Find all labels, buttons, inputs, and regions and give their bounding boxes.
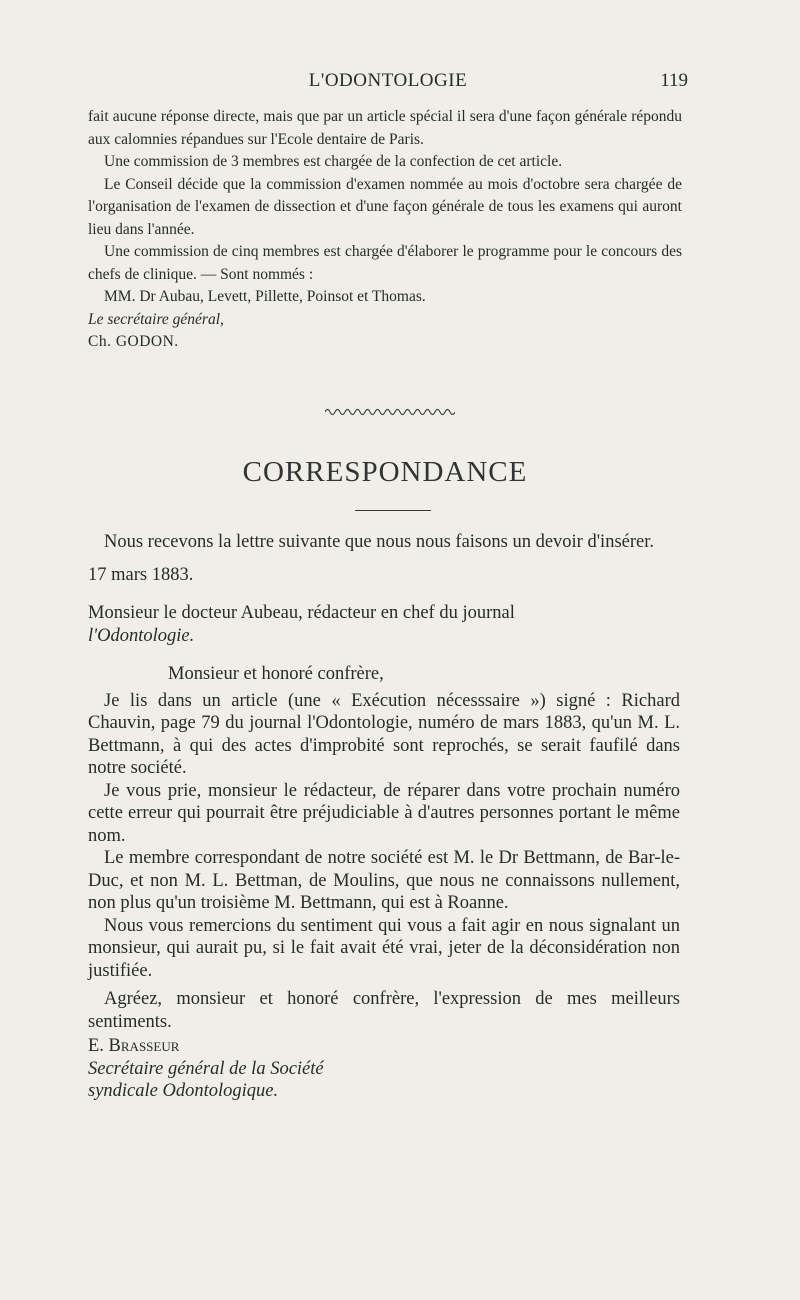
minutes-paragraph: Le Conseil décide que la commission d'examen nommée au mois d'octobre sera chargée de l'organisation de l'examen de dissection et d'une façon générale de tous les examens qui auront lieu dans l'année. bbox=[88, 175, 682, 238]
section-heading: CORRESPONDANCE bbox=[242, 456, 528, 488]
minutes-paragraph: Une commission de cinq membres est chargée d'élaborer le programme pour le concours des chefs de clinique. — Sont nommés : bbox=[88, 243, 682, 283]
members-list: MM. Dr Aubau, Levett, Pillette, Poinsot et Thomas. bbox=[104, 288, 426, 305]
letter-date: 17 mars 1883. bbox=[88, 564, 194, 585]
letter-signer: E. Brasseur bbox=[88, 1036, 180, 1056]
letter-paragraph: Je lis dans un article (une « Exécution nécesssaire ») signé : Richard Chauvin, page 79 du journal l'Odontologie, numéro de mars 1883, qu'un M. L. Bettmann, à qui des actes d'improbité sont reprochés, se serait faufilé dans notre société. bbox=[88, 690, 680, 778]
letter-intro: Nous recevons la lettre suivante que nous nous faisons un devoir d'insérer. bbox=[104, 532, 654, 552]
signer-title: syndicale Odontologique. bbox=[88, 1081, 279, 1101]
letter-salutation: Monsieur et honoré confrère, bbox=[168, 664, 384, 684]
minutes-paragraph: Une commission de 3 membres est chargée de la confection de cet article. bbox=[104, 153, 563, 170]
letter-paragraph: Nous vous remercions du sentiment qui vous a fait agir en nous signalant un monsieur, qui aurait pu, si le fait avait été vrai, jeter de la déconsidération non justifiée. bbox=[88, 915, 680, 981]
signature-name: Ch. GODON. bbox=[88, 333, 179, 350]
running-header bbox=[88, 70, 688, 94]
minutes-section bbox=[88, 106, 682, 354]
running-title: L'ODONTOLOGIE bbox=[308, 70, 468, 91]
signature-role: Le secrétaire général, bbox=[88, 310, 224, 328]
wavy-separator bbox=[325, 406, 455, 418]
journal-name: l'Odontologie. bbox=[88, 625, 195, 646]
letter-closing: Agréez, monsieur et honoré confrère, l'expression de mes meilleurs sentiments. bbox=[88, 989, 680, 1032]
minutes-paragraph: fait aucune réponse directe, mais que par un article spécial il sera d'une façon générale répondu aux calomnies répandues sur l'Ecole dentaire de Paris. bbox=[88, 108, 682, 148]
letter-paragraph: Le membre correspondant de notre société est M. le Dr Bettmann, de Bar-le-Duc, et non M. L. Bettman, de Moulins, que nous ne connaissons nullement, non plus qu'un troisième M. Bettmann, qui est à Roanne. bbox=[88, 848, 680, 913]
heading-rule bbox=[355, 510, 431, 511]
signer-title: Secrétaire général de la Société bbox=[88, 1058, 324, 1079]
letter-section bbox=[88, 531, 680, 1103]
letter-addressee: Monsieur le docteur Aubeau, rédacteur en chef du journal bbox=[88, 603, 515, 623]
page-number: 119 bbox=[660, 70, 688, 91]
letter-paragraph: Je vous prie, monsieur le rédacteur, de réparer dans votre prochain numéro cette erreur qui pourrait être préjudiciable à d'autres personnes portant le même nom. bbox=[88, 780, 680, 846]
